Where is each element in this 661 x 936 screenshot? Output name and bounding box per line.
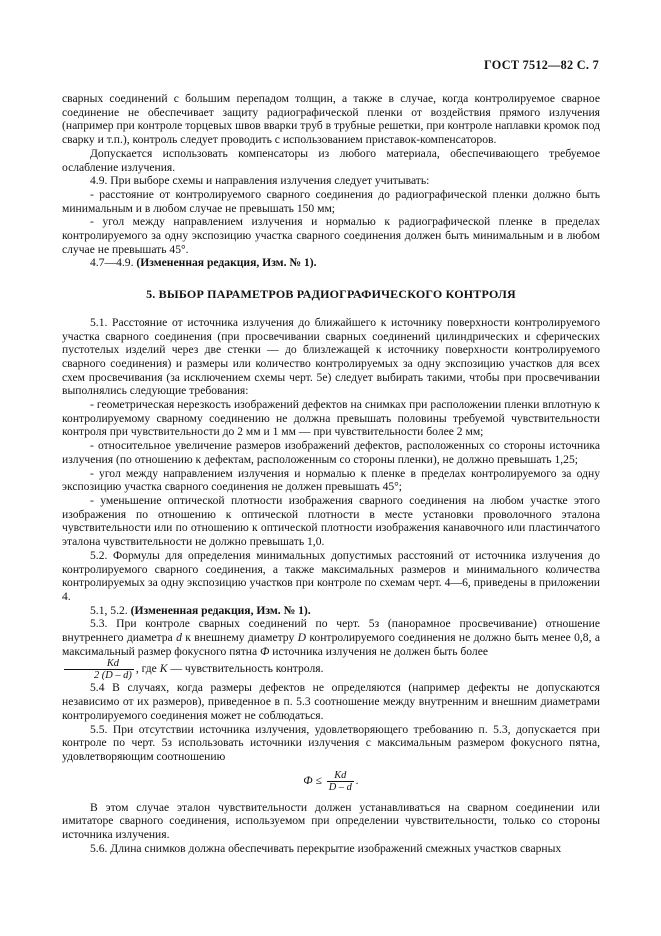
text-run: — чувствительность контроля. — [167, 662, 324, 676]
symbol: D — [297, 631, 306, 645]
paragraph-5-3 — [62, 617, 600, 681]
revision-ref: 5.1, 5.2. — [90, 603, 128, 617]
paragraph: 5.4 В случаях, когда размеры дефектов не определяются (например дефекты не допускаются независимо от их размеров), приведенное в п. 5.3 соотношение между внутренним и внешним диаметрами контролируемого соединения может не соблюдаться. — [62, 681, 600, 722]
formula-lhs: Ф ≤ — [303, 773, 322, 787]
fraction — [327, 770, 354, 793]
document-body — [62, 92, 600, 855]
revision-note — [62, 604, 600, 618]
symbol: Ф — [260, 644, 270, 658]
text-run: источника излучения не должен быть более — [269, 644, 489, 658]
list-item: - угол между направлением излучения и нормалью к радиографической пленке в пределах контролируемого за одну экспозицию участка сварного соединения должен быть минимальным и в любом случае не превышать 45°. — [62, 215, 600, 256]
list-item: - расстояние от контролируемого сварного соединения до радиографической пленки должно быть минимальным и в любом случае не превышать 150 мм; — [62, 187, 600, 215]
list-item: - геометрическая нерезкость изображений дефектов на снимках при расположении пленки вплотную к контролируемому сварному соединению не должна превышать половины требуемой чувствительности контроля при чувствительности до 2 мм и 1 мм — при чувствительности более 2 мм; — [62, 398, 600, 439]
paragraph: Допускается использовать компенсаторы из любого материала, обеспечивающего требуемое ослабление излучения. — [62, 146, 600, 174]
list-item: - угол между направлением излучения и нормалью к пленке в пределах контролируемого за одну экспозицию участка сварного соединения не должен превышать 45°; — [62, 466, 600, 494]
text-run: , где — [135, 662, 160, 676]
paragraph: сварных соединений с большим перепадом толщин, а также в случае, когда контролируемое сварное соединение не обеспечивает защиту радиографической пленки от воздействия прямого излучения (например при контроле торцевых швов вварки труб в трубные решетки, при контроле наплавки кромок под сварку и т.п.), контроль следует проводить с использованием приставок-компенсаторов. — [62, 92, 600, 147]
paragraph: 5.2. Формулы для определения минимальных допустимых расстояний от источника излучения до контролируемого сварного соединения, а также максимальных размеров и минимального количества контролируемых за одну экспозицию участков при контроле по схемам черт. 4—6, приведены в приложении 4. — [62, 548, 600, 603]
formula — [62, 770, 600, 793]
fraction-numerator: Kd — [327, 770, 354, 782]
text-run: 5.3. При контроле сварных соединений по черт. 5з (панорамное просвечивание) отношение внутреннего диаметра — [62, 617, 600, 645]
symbol: d — [176, 631, 182, 645]
paragraph: 5.1. Расстояние от источника излучения до ближайшего к источнику поверхности контролируемого участка сварного соединения (при просвечивании сварных соединений цилиндрических и сферических пустотелых изделий через две стенки — до близлежащей к источнику поверхности контролируемого сварного соединения) и размеры или количество контролируемых за одну экспозицию участков для всех схем просвечивания (за исключением схемы черт. 5е) следует выбирать такими, чтобы при просвечивании выполнялись следующие требования: — [62, 315, 600, 398]
paragraph: 4.9. При выборе схемы и направления излучения следует учитывать: — [90, 174, 430, 188]
revision-label: (Измененная редакция, Изм. № 1). — [136, 256, 317, 270]
paragraph: 5.5. При отсутствии источника излучения, удовлетворяющего требованию п. 5.3, допускается при контроле по черт. 5з использовать источники излучения с максимальным размером фокусного пятна, удовлетворяющим соотношению — [62, 722, 600, 763]
revision-note — [62, 256, 600, 270]
fraction — [64, 658, 134, 681]
fraction-denominator: 2 (D – d) — [94, 670, 132, 682]
paragraph: В этом случае эталон чувствительности должен устанавливаться на сварном соединении или имитаторе сварного соединения, используемом при определении чувствительности, только со стороны источника излучения. — [62, 800, 600, 842]
revision-ref: 4.7—4.9. — [90, 256, 134, 270]
fraction-numerator: Kd — [64, 658, 134, 670]
symbol: K — [159, 662, 168, 676]
fraction-denominator: D – d — [328, 781, 352, 793]
list-item: - относительное увеличение размеров изображений дефектов, расположенных со стороны источника излучения (по отношению к дефектам, расположенным со стороны пленки), не должно превышать 1,25; — [62, 439, 600, 466]
text-run: к внешнему диаметру — [181, 631, 298, 645]
formula-end: . — [355, 773, 359, 787]
section-title: 5. ВЫБОР ПАРАМЕТРОВ РАДИОГРАФИЧЕСКОГО КОНТРОЛЯ — [146, 287, 516, 302]
page-header: ГОСТ 7512—82 С. 7 — [484, 58, 599, 72]
list-item: - уменьшение оптической плотности изображения сварного соединения на любом участке этого изображения по отношению к оптической плотности в месте установки проволочного эталона чувствительности или по отношению к оптической плотности изображения канавочного или пластинчатого эталона чувствительности не должно превышать 1,0. — [62, 493, 600, 549]
paragraph: 5.6. Длина снимков должна обеспечивать перекрытие изображений смежных участков сварных — [90, 841, 562, 855]
revision-label: (Измененная редакция, Изм. № 1). — [130, 603, 311, 617]
text-run: контролируемого соединения не должно быть менее 0,8, а максимальный размер фокусного пятна — [62, 631, 601, 658]
